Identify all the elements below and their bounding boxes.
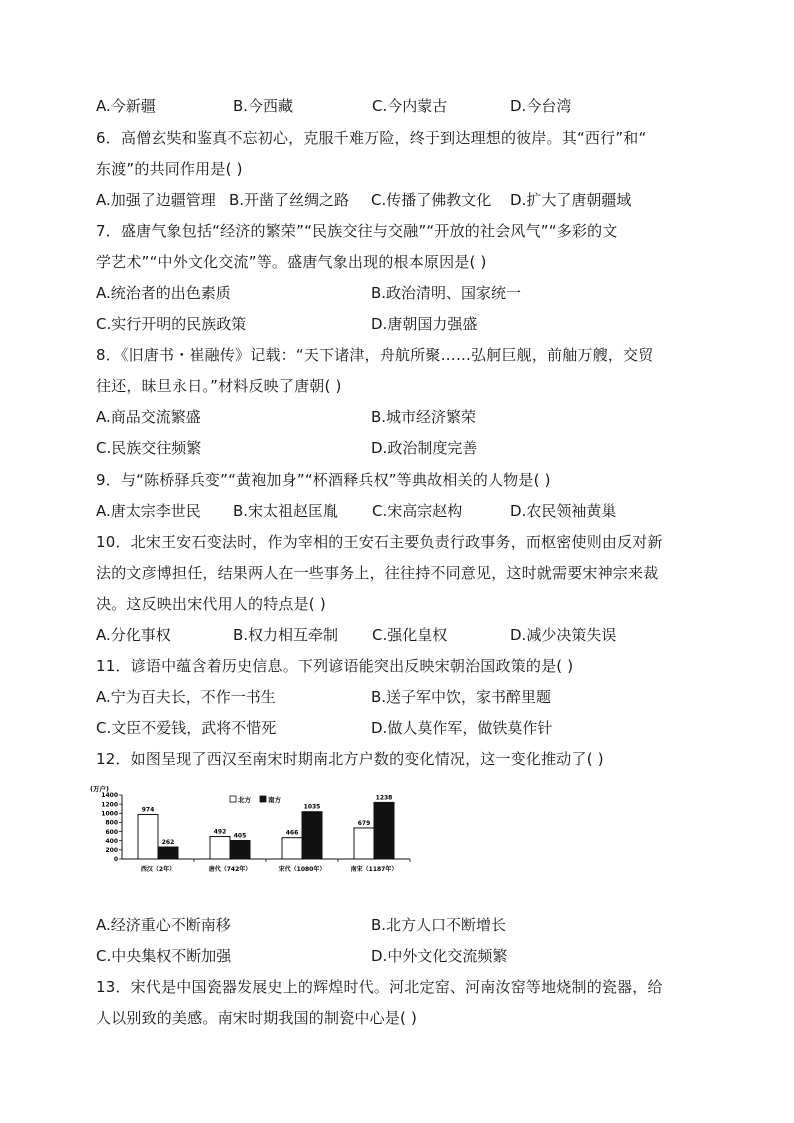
chart-category-label: 宋代（1080年） [278,866,326,873]
q12-option-a: A.经济重心不断南移 [96,916,231,934]
q8-option-a: A.商品交流繁盛 [96,408,201,426]
legend-north-swatch [230,796,236,802]
q11-option-a: A.宁为百夫长，不作一书生 [96,688,276,706]
bar-value-label: 679 [357,819,371,827]
legend-south-swatch [260,796,266,802]
chart-y-tick-label: 400 [105,837,118,845]
bar-value-label: 492 [213,828,227,836]
bar-south-0 [158,847,178,859]
chart-category-label: 唐代（742年） [208,866,252,873]
chart-y-tick-label: 1000 [101,810,118,818]
q5-option-d: D.今台湾 [510,97,572,115]
bar-value-label: 974 [141,806,155,814]
chart-y-tick-label: 1200 [101,801,118,809]
q6-stem-line1: 6．高僧玄奘和鉴真不忘初心，克服千难万险，终于到达理想的彼岸。其“西行”和“ [96,129,647,147]
q10-option-a: A.分化事权 [96,626,171,644]
q8-option-c: C.民族交往频繁 [96,439,202,457]
bar-north-0 [138,814,158,859]
q11-stem-line1: 11．谚语中蕴含着历史信息。下列谚语能突出反映宋朝治国政策的是( ) [96,657,574,675]
q10-stem-line1: 10．北宋王安石变法时，作为宰相的王安石主要负责行政事务，而枢密使则由反对新 [96,533,663,551]
q9-option-a: A.唐太宗李世民 [96,502,201,520]
chart-category-label: 西汉（2年） [140,866,176,873]
q9-option-c: C.宋高宗赵构 [372,502,463,520]
q7-option-b: B.政治清明、国家统一 [371,284,522,302]
q13-stem-line1: 13．宋代是中国瓷器发展史上的辉煌时代。河北定窑、河南汝窑等地烧制的瓷器，给 [96,978,663,996]
chart-y-tick-label: 200 [105,847,118,855]
q5-option-b: B.今西藏 [233,97,294,115]
chart-y-tick-label: 800 [105,819,118,827]
q6-option-b: B.开凿了丝绸之路 [229,191,350,209]
q8-stem-line1: 8．《旧唐书・崔融传》记载：“天下诸津，舟航所聚……弘舸巨舰，前舳万艘，交贸 [96,346,654,364]
q7-option-c: C.实行开明的民族政策 [96,315,247,333]
q12-option-c: C.中央集权不断加强 [96,947,232,965]
q6-option-a: A.加强了边疆管理 [96,191,216,209]
chart-y-tick-label: 600 [105,828,118,836]
bar-value-label: 262 [161,839,175,847]
q7-option-d: D.唐朝国力强盛 [371,315,478,333]
legend-south-label: 南方 [268,796,281,804]
q9-option-b: B.宋太祖赵匡胤 [233,502,339,520]
q9-option-d: D.农民领袖黄巢 [510,502,617,520]
q13-stem-line2: 人以别致的美感。南宋时期我国的制瓷中心是( ) [96,1009,418,1027]
bar-north-2 [282,838,302,859]
bar-value-label: 405 [233,832,247,840]
chart-category-label: 南宋（1187年） [350,866,398,873]
q7-stem-line2: 学艺术”“中外文化交流”等。盛唐气象出现的根本原因是( ) [96,253,487,271]
q6-stem-line2: 东渡”的共同作用是( ) [96,160,243,178]
q5-option-a: A.今新疆 [96,97,156,115]
bar-north-3 [354,828,374,859]
chart-y-tick-label: 1400 [101,792,118,800]
q7-option-a: A.统治者的出色素质 [96,284,231,302]
q10-option-b: B.权力相互牵制 [233,626,339,644]
q5-option-c: C.今内蒙古 [372,97,448,115]
chart-y-unit-label: (万户) [90,785,109,793]
q12-stem-line1: 12．如图呈现了西汉至南宋时期南北方户数的变化情况，这一变化推动了( ) [96,750,604,768]
q12-option-d: D.中外文化交流频繁 [371,947,508,965]
bar-south-2 [302,812,322,859]
bar-value-label: 1035 [303,803,321,811]
q8-option-b: B.城市经济繁荣 [371,408,477,426]
q11-option-b: B.送子军中饮，家书醉里题 [371,688,552,706]
q10-stem-line3: 决。这反映出宋代用人的特点是( ) [96,595,326,613]
q10-stem-line2: 法的文彦博担任，结果两人在一些事务上，往往持不同意见，这时就需要宋神宗来裁 [96,564,659,582]
bar-south-1 [230,840,250,859]
q11-option-c: C.文臣不爱钱，武将不惜死 [96,719,277,737]
bar-value-label: 466 [285,829,299,837]
bar-north-1 [210,837,230,859]
q7-stem-line1: 7．盛唐气象包括“经济的繁荣”“民族交往与交融”“开放的社会风气”“多彩的文 [96,222,618,240]
q8-option-d: D.政治制度完善 [371,439,478,457]
q6-option-c: C.传播了佛教文化 [371,191,492,209]
chart-y-tick-label: 0 [113,856,118,864]
q9-stem-line1: 9．与“陈桥驿兵变”“黄袍加身”“杯酒释兵权”等典故相关的人物是( ) [96,471,551,489]
q10-option-d: D.减少决策失误 [510,626,617,644]
q10-option-c: C.强化皇权 [372,626,448,644]
q8-stem-line2: 往还，昧旦永日。”材料反映了唐朝( ) [96,377,342,395]
bar-value-label: 1238 [375,794,393,802]
q6-option-d: D.扩大了唐朝疆域 [510,191,632,209]
legend-north-label: 北方 [238,796,251,804]
bar-south-3 [374,802,394,859]
q11-option-d: D.做人莫作军，做铁莫作针 [371,719,553,737]
household-bar-chart [90,782,420,897]
q12-option-b: B.北方人口不断增长 [371,916,507,934]
